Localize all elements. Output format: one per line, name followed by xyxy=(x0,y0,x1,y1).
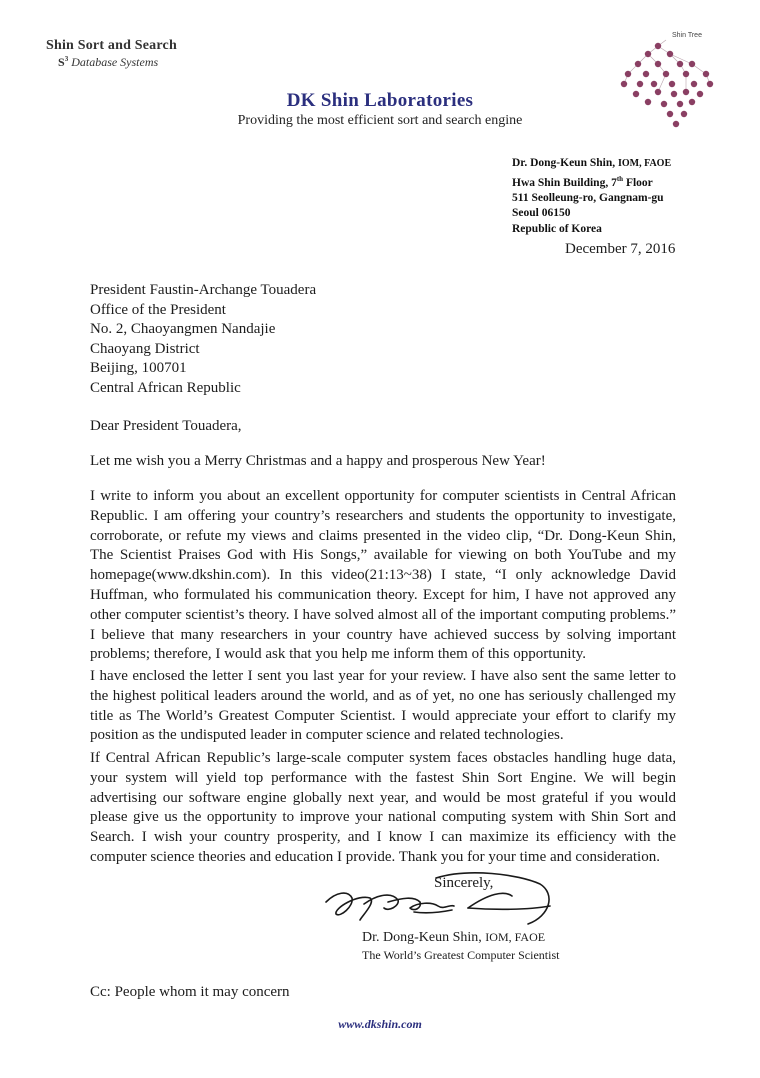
s3-mark: $S^3$ xyxy=(58,55,69,69)
sender-honorifics: IOM, FAOE xyxy=(617,158,672,169)
salutation: Dear President Touadera, xyxy=(90,418,242,434)
shin-tree-logo xyxy=(614,32,724,132)
letter-date: December 7, 2016 xyxy=(565,241,676,257)
signer-name: Dr. Dong-Keun Shin, IOM, FAOE xyxy=(362,930,546,945)
recipient-line: Central African Republic xyxy=(90,379,241,396)
website-link[interactable]: www.dkshin.com xyxy=(338,1017,422,1031)
sender-name: Dr. Dong-Keun Shin, xyxy=(512,157,618,169)
lab-name: DK Shin Laboratories xyxy=(286,90,474,111)
greeting-line: Let me wish you a Merry Christmas and a happy and prosperous New Year! xyxy=(90,453,546,469)
body-paragraph: I have enclosed the letter I sent you last year for your review. I have also sent the same letter to the highest political leaders around the world, and as of yet, no one has seriously challenged my title as The World’s Greatest Computer Scientist. I would appreciate your effort to clarify my position as the undisputed leader in computer science and related technologies. xyxy=(90,668,676,744)
recipient-address xyxy=(90,281,316,398)
recipient-line: President Faustin-Archange Touadera xyxy=(90,282,317,298)
sender-street: 511 Seolleung-ro, Gangnam-gu xyxy=(512,191,664,204)
sender-city: Seoul 06150 xyxy=(512,207,571,220)
brand-block xyxy=(46,38,177,70)
signature-scribble xyxy=(318,868,558,932)
sender-building-line: Hwa Shin Building, 7th Floor xyxy=(512,174,653,189)
sender-address xyxy=(512,156,671,237)
brand-subtitle xyxy=(58,55,177,70)
body-paragraph: If Central African Republic’s large-scale computer system faces obstacles handling huge data, your system will yield top performance with the fastest Shin Sort Engine. We will begin advertising our software engine globally next year, and would be most grateful if you would please give us the opportunity to improve your national computing system with Shin Sort and Search. I wish your country prosperity, and I know I can maximize its efficiency with the computer science theories and education I provide. Thank you for your time and consideration. xyxy=(90,750,676,865)
recipient-line: Office of the President xyxy=(90,301,226,318)
tree-dots-graphic xyxy=(614,32,724,132)
handwritten-signature xyxy=(318,868,558,932)
body-paragraph: I write to inform you about an excellent opportunity for computer scientists in Central African Republic. I am offering your country’s researchers and students the opportunity to investigate, corroborate, or refute my views and claims presented in the video clip, “Dr. Dong-Keun Shin, The Scientist Praises God with His Songs,” available for viewing on both YouTube and my homepage(www.dkshin.com). In this video(21:13~38) I state, “I only acknowledge David Huffman, who formulated his communication theory. Except for him, I have not approved any other computer scientist’s theory. I have solved almost all of the important computing problems.” I believe that many researchers in your country have achieved success by solving important problems; therefore, I would ask that you help me inform them of this opportunity. xyxy=(90,488,676,663)
recipient-line: No. 2, Chaoyangmen Nandajie xyxy=(90,321,276,337)
closing: Sincerely, xyxy=(434,875,494,891)
signer-title: The World’s Greatest Computer Scientist xyxy=(362,948,560,962)
recipient-line: Chaoyang District xyxy=(90,340,200,357)
sender-name-line xyxy=(512,156,671,172)
tree-label: Shin Tree xyxy=(672,32,702,39)
brand-name: Shin Sort and Search xyxy=(46,38,177,53)
lab-tagline: Providing the most efficient sort and search engine xyxy=(237,113,523,128)
recipient-line: Beijing, 100701 xyxy=(90,360,187,376)
cc-line: Cc: People whom it may concern xyxy=(90,984,290,1000)
sender-country: Republic of Korea xyxy=(512,222,602,235)
brand-subtitle-text: Database Systems xyxy=(68,55,159,69)
